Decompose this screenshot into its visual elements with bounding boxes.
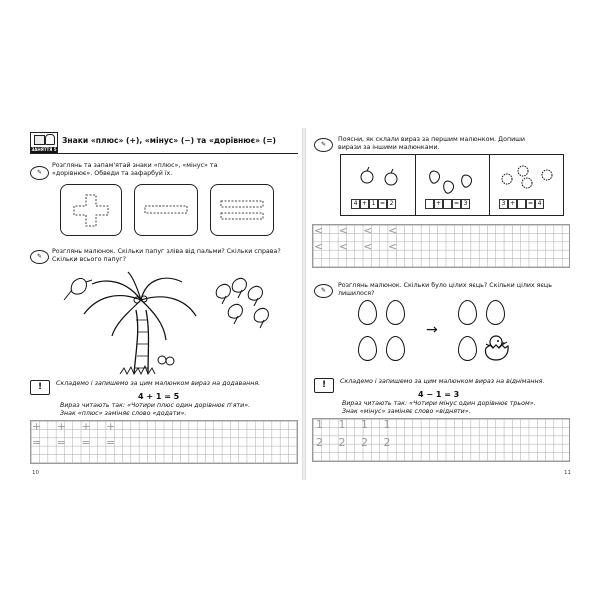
equals-frame (210, 184, 274, 236)
pencil-icon: ✎ (30, 166, 49, 180)
task1-text: Поясни, як склали вираз за першим малюнком. Допиши вирази за іншими малюнками. (338, 136, 526, 151)
note-line2: Знак «мінус» заміняє слово «відняти». (342, 408, 471, 415)
note-line1: Вираз читають так: «Чотири мінус один дорівнює трьом». (342, 400, 536, 407)
hatched-chick-icon (482, 332, 510, 364)
note-line1: Вираз читають так: «Чотири плюс один дорівнює п'яти». (60, 402, 251, 409)
minus-frame (134, 184, 198, 236)
task3-text: Складемо і запишемо за цим малюнком вираз на додавання. (56, 380, 261, 387)
task3-text: Складемо і запишемо за цим малюнком вираз на віднімання. (340, 378, 545, 385)
note-line2: Знак «плюс» заміняє слово «додати». (60, 410, 187, 417)
expr-box-3[interactable]: 3 + = 4 (499, 199, 544, 209)
lamp-icon (45, 134, 55, 145)
apple-icon (361, 167, 397, 185)
subtraction-expression: 4 − 1 = 3 (418, 390, 460, 399)
egg (458, 336, 477, 361)
grid-equals-row: = = = = (32, 436, 122, 449)
page-number: 10 (32, 470, 39, 476)
egg (386, 300, 405, 325)
egg (358, 336, 377, 361)
egg (386, 336, 405, 361)
fruit-illustrations (341, 155, 563, 197)
grid-twos-row: 2 2 2 2 (316, 436, 397, 449)
task1-text: Розглянь та запам'ятай знаки «плюс», «мінус» та «дорівнює». Обведи та зафарбуй їх. (52, 162, 218, 177)
plus-sign-outline (61, 185, 121, 235)
expr-box-1[interactable]: 4 + 1 = 2 (351, 199, 396, 209)
plus-frame (60, 184, 122, 236)
title-rule (30, 153, 298, 154)
attention-icon: ! (30, 380, 50, 395)
task2-text: Розглянь малюнок. Скільки було цілих яєць? Скільки цілих яєць лишилося? (338, 282, 552, 297)
egg (358, 300, 377, 325)
lesson-label: ЗАНЯТТЯ 5 (31, 147, 57, 152)
grid-less-row-1: < < < < (314, 224, 404, 237)
page-number: 11 (564, 470, 571, 476)
pencil-icon: ✎ (30, 250, 49, 264)
grid-less-row-2: < < < < (314, 240, 404, 253)
left-page (26, 128, 302, 480)
palm-parrots-illustration (36, 270, 286, 378)
egg (486, 300, 505, 325)
attention-icon: ! (314, 378, 334, 393)
lesson-badge (30, 132, 58, 154)
egg (458, 300, 477, 325)
page-title: Знаки «плюс» (+), «мінус» (−) та «дорівнює» (=) (62, 136, 277, 145)
arrow-icon: → (426, 322, 438, 338)
grid-plus-row: + + + + (32, 420, 122, 433)
pencil-icon: ✎ (314, 138, 333, 152)
parrot-left (64, 278, 92, 300)
pencil-icon: ✎ (314, 284, 333, 298)
book-icon (34, 135, 45, 145)
task2-text: Розглянь малюнок. Скільки папуг зліва від пальми? Скільки справа? Скільки всього папуг? (52, 248, 281, 263)
grid-ones-row: 1 1 1 1 (316, 418, 397, 431)
right-page (306, 128, 578, 480)
minus-sign-outline (135, 185, 197, 235)
equals-sign-outline (211, 185, 273, 235)
expr-box-2[interactable]: + = 3 (425, 199, 470, 209)
fruit-boxes (340, 154, 564, 216)
addition-expression: 4 + 1 = 5 (138, 392, 180, 401)
